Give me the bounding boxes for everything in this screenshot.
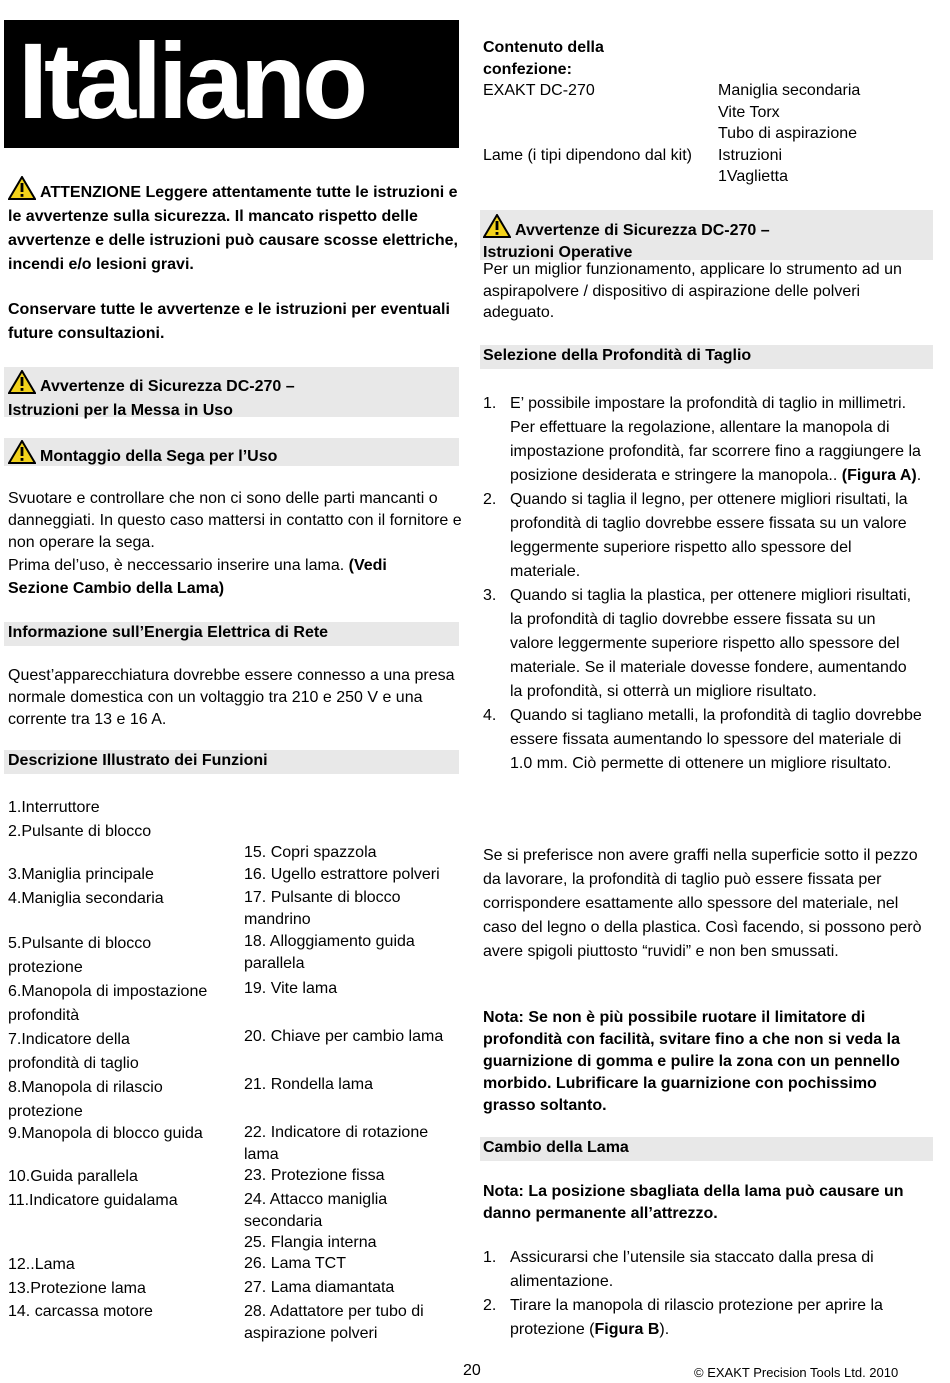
warning-icon bbox=[8, 176, 36, 200]
warning-icon bbox=[8, 370, 36, 394]
list-item: 2. Tirare la manopola di rilascio protezione per aprire la protezione (Figura B). bbox=[483, 1297, 883, 1338]
blade-list bbox=[483, 1246, 923, 1342]
power-text: Quest’apparecchiatura dovrebbe essere connesso a una presa normale domestica con un voltaggio tra 210 e 250 V e una corrente tra 13 e 16 A. bbox=[8, 667, 455, 728]
contents-item: Istruzioni bbox=[718, 146, 783, 164]
warning-icon bbox=[8, 440, 36, 464]
feature-item: 21. Rondella lama bbox=[244, 1076, 373, 1093]
feature-item: 27. Lama diamantata bbox=[244, 1279, 395, 1296]
feature-item: 18. Alloggiamento guida parallela bbox=[244, 933, 415, 972]
power-heading: Informazione sull’Energia Elettrica di Rete bbox=[4, 622, 459, 646]
feature-item: 6.Manopola di impostazione profondità bbox=[8, 983, 208, 1024]
feature-item: 1.Interruttore bbox=[8, 799, 100, 816]
depth-note: Nota: Se non è più possibile ruotare il limitatore di profondità con facilità, svitare fino a che non si veda la guarnizione di gomma e pulire la zona con un pennello morbido. Lubrificare la guarnizione con pochissimo grasso soltanto. bbox=[483, 1009, 900, 1114]
feature-item: 20. Chiave per cambio lama bbox=[244, 1028, 444, 1045]
feature-item: 16. Ugello estrattore polveri bbox=[244, 866, 440, 883]
list-item: 1. Assicurarsi che l’utensile sia staccato dalla presa di alimentazione. bbox=[483, 1249, 874, 1290]
contents-item: Lame (i tipi dipendono dal kit) bbox=[483, 147, 693, 164]
feature-item: 23. Protezione fissa bbox=[244, 1167, 385, 1184]
contents-item: EXAKT DC-270 bbox=[483, 82, 595, 99]
feature-item: 8.Manopola di rilascio protezione bbox=[8, 1079, 163, 1120]
contents-item: Vite Torx bbox=[718, 103, 780, 121]
feature-item: 25. Flangia interna bbox=[244, 1234, 377, 1251]
keep-instructions: Conservare tutte le avvertenze e le istruzioni per eventuali future consultazioni. bbox=[8, 301, 450, 342]
feature-item: 3.Maniglia principale bbox=[8, 866, 154, 883]
feature-item: 9.Manopola di blocco guida bbox=[8, 1125, 203, 1142]
feature-item: 10.Guida parallela bbox=[8, 1168, 138, 1185]
safety-op-heading: Avvertenze di Sicurezza DC-270 – Istruzioni Operative bbox=[480, 210, 933, 260]
blade-note: Nota: La posizione sbagliata della lama può causare un danno permanente all’attrezzo. bbox=[483, 1183, 904, 1222]
title-banner bbox=[4, 20, 459, 148]
page-number: 20 bbox=[463, 1362, 481, 1379]
safety-op-text: Per un miglior funzionamento, applicare lo strumento ad un aspirapolvere / dispositivo di aspirazione delle polveri adeguato. bbox=[483, 261, 902, 321]
list-item: 3. Quando si taglia la plastica, per ottenere migliori risultati, la profondità di taglio dovrebbe essere fissata su un valore leggermente superiore rispetto allo spessore del materiale. Se il materiale dovesse fondere, aumentando la profondità, si otterrà un migliore risultato. bbox=[483, 587, 912, 700]
depth-list bbox=[483, 392, 923, 776]
feature-item: 17. Pulsante di blocco mandrino bbox=[244, 889, 401, 928]
contents-item: Maniglia secondaria bbox=[718, 82, 861, 99]
feature-item: 19. Vite lama bbox=[244, 980, 338, 997]
features-heading: Descrizione Illustrato dei Funzioni bbox=[4, 750, 459, 774]
mount-text-2: Prima del’uso, è neccessario inserire una lama. (Vedi Sezione Cambio della Lama) bbox=[8, 557, 387, 597]
contents-item: Tubo di aspirazione bbox=[718, 125, 858, 142]
feature-item: 15. Copri spazzola bbox=[244, 844, 377, 861]
scratch-text: Se si preferisce non avere graffi nella superficie sotto il pezzo da lavorare, la profondità di taglio può essere fissata per corrispondere esattamente allo spessore del materiale, nel caso del legno o della plastica. Così facendo, si possono però avere spigoli piuttosto “ruvidi” e non ben smussati. bbox=[483, 847, 922, 960]
safety-setup-heading: Avvertenze di Sicurezza DC-270 – Istruzioni per la Messa in Uso bbox=[4, 367, 459, 417]
contents-item: 1Vaglietta bbox=[718, 168, 788, 185]
contents-heading: Contenuto della confezione: bbox=[483, 39, 604, 78]
feature-item: 26. Lama TCT bbox=[244, 1255, 346, 1272]
list-item: 2. Quando si taglia il legno, per ottenere migliori risultati, la profondità di taglio dovrebbe essere fissata su un valore leggermente superiore rispetto allo spessore del materiale. bbox=[483, 491, 908, 580]
feature-item: 14. carcassa motore bbox=[8, 1303, 153, 1320]
copyright: © EXAKT Precision Tools Ltd. 2010 bbox=[694, 1365, 899, 1380]
feature-item: 12..Lama bbox=[8, 1256, 75, 1273]
feature-item: 24. Attacco maniglia secondaria bbox=[244, 1191, 388, 1230]
feature-item: 13.Protezione lama bbox=[8, 1280, 146, 1297]
depth-heading: Selezione della Profondità di Taglio bbox=[480, 345, 933, 369]
page-title: Italiano bbox=[18, 20, 365, 141]
feature-item: 11.Indicatore guidalama bbox=[8, 1192, 178, 1209]
feature-item: 7.Indicatore della profondità di taglio bbox=[8, 1031, 139, 1072]
feature-item: 4.Maniglia secondaria bbox=[8, 890, 164, 907]
feature-item: 28. Adattatore per tubo di aspirazione polveri bbox=[244, 1303, 424, 1342]
feature-item: 2.Pulsante di blocco bbox=[8, 823, 152, 840]
list-item: 4. Quando si tagliano metalli, la profondità di taglio dovrebbe essere fissata aumentando lo spessore del materiale di 1.0 mm. Ciò permette di ottenere un migliore risultato. bbox=[483, 707, 922, 772]
feature-item: 5.Pulsante di blocco protezione bbox=[8, 935, 152, 976]
list-item: 1. E’ possibile impostare la profondità di taglio in millimetri. Per effettuare la regolazione, allentare la manopola di impostazione profondità, far scorrere fino a raggiungere la posizione desiderata e stringere la manopola.. (Figura A). bbox=[483, 395, 922, 484]
contents-list-right bbox=[718, 80, 938, 188]
mount-text: Svuotare e controllare che non ci sono delle parti mancanti o danneggiati. In questo caso mattersi in contatto con il fornitore e non operare la sega. bbox=[8, 490, 462, 551]
feature-item: 22. Indicatore di rotazione lama bbox=[244, 1124, 429, 1163]
warning-icon bbox=[483, 214, 511, 238]
mount-heading: Montaggio della Sega per l’Uso bbox=[4, 438, 459, 466]
warning-intro: ATTENZIONE Leggere attentamente tutte le istruzioni e le avvertenze sulla sicurezza. Il mancato rispetto delle avvertenze e delle istruzioni può causare scosse elettriche, incendi e/o lesioni gravi. bbox=[8, 176, 458, 277]
blade-heading: Cambio della Lama bbox=[480, 1137, 933, 1161]
